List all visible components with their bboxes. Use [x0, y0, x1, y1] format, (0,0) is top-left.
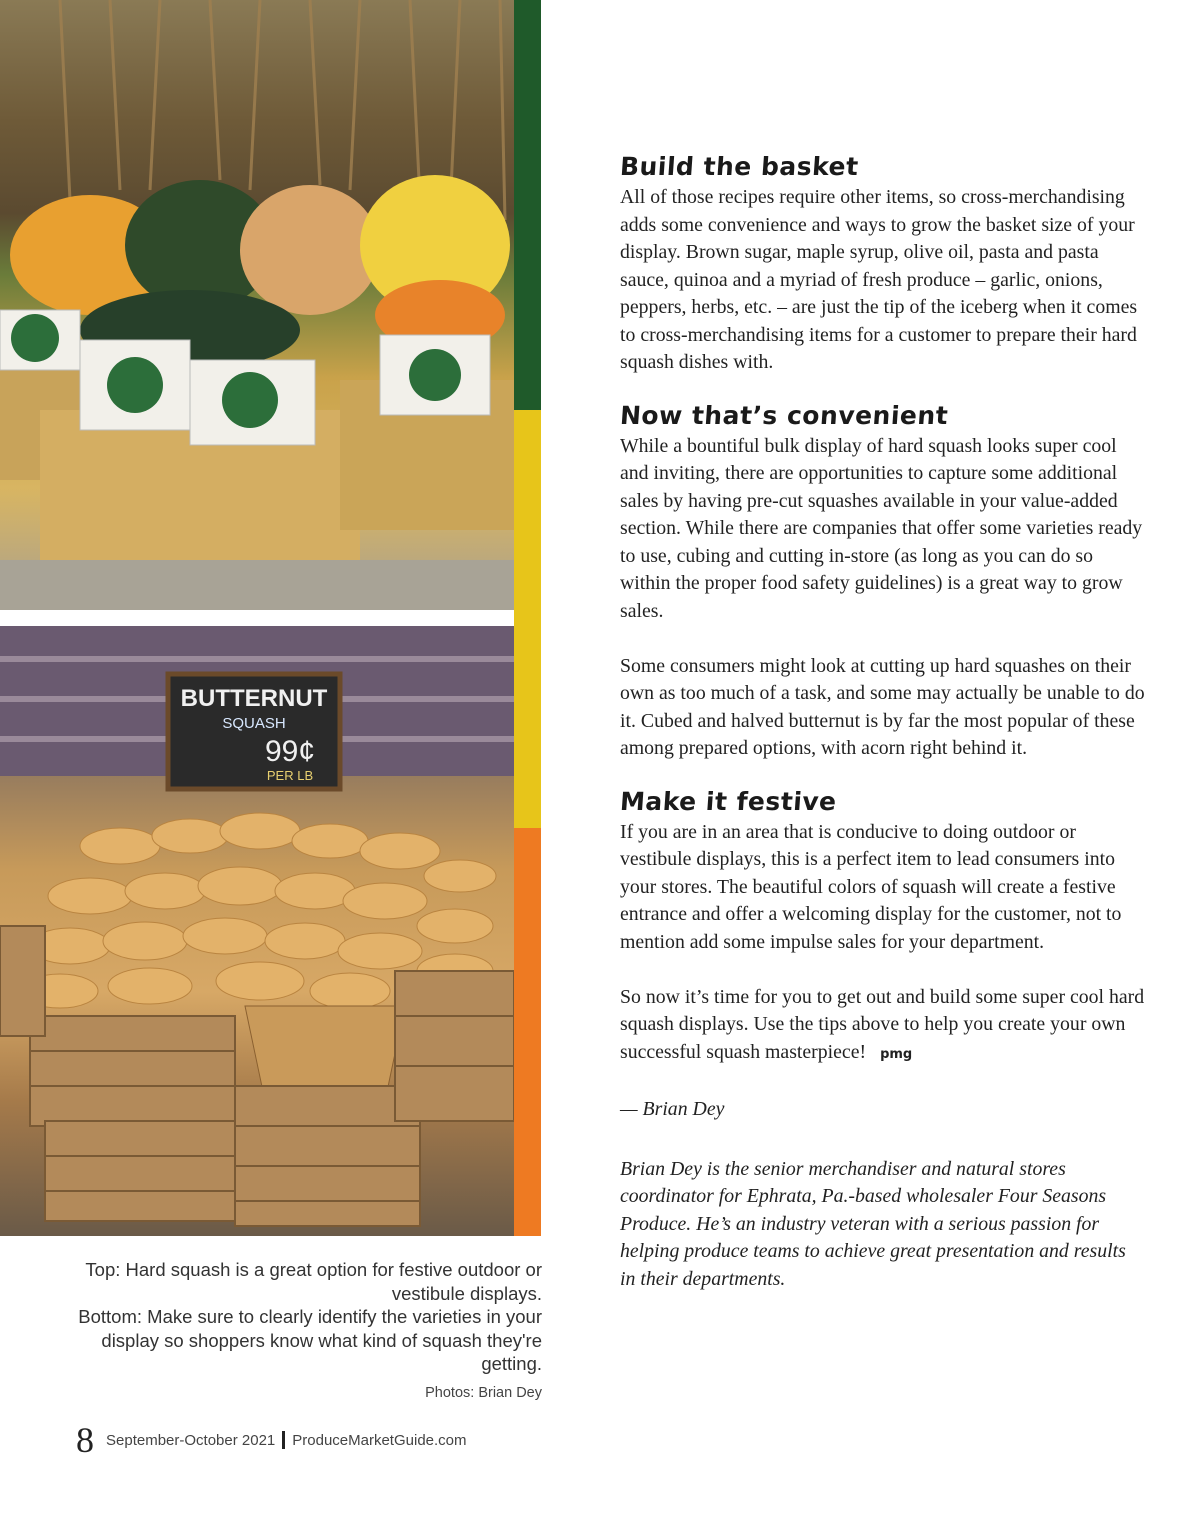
photo-squash-hay-display	[0, 0, 514, 610]
publication-site: ProduceMarketGuide.com	[292, 1431, 467, 1449]
closing-text: So now it’s time for you to get out and build some super cool hard squash displays. Use the tips above to help you create your own successful squash masterpiece!	[620, 985, 1145, 1063]
page-footer	[76, 1420, 467, 1460]
photo-caption	[60, 1258, 542, 1376]
sign-title: BUTTERNUT	[180, 685, 328, 712]
photo-squash-hay-illustration	[0, 0, 514, 610]
section-paragraph: Some consumers might look at cutting up hard squashes on their own as too much of a task, and some may actually be unable to do it. Cubed and halved butternut is by far the most popular of these among prepared options, with acorn right behind it.	[620, 654, 1145, 759]
signoff-mark: pmg	[880, 1046, 913, 1062]
accent-bar-yellow	[514, 410, 541, 828]
sign-unit: PER LB	[266, 768, 314, 783]
photo-butternut-illustration	[0, 626, 514, 1236]
section-paragraph: If you are in an area that is conducive to doing outdoor or vestibule displays, this is a perfect item to lead consumers into your stores. The beautiful colors of squash will create a festive entrance and offer a welcoming display for the customer, not to mention add some impulse sales for your department.	[620, 820, 1122, 953]
section-paragraph: All of those recipes require other items, so cross-merchandising adds some convenience and ways to grow the basket size of your display. Brown sugar, maple syrup, olive oil, pasta and pasta sauce, quinoa and a myriad of fresh produce – garlic, onions, peppers, herbs, etc. – are just the tip of the iceberg when it comes to cross-merchandising items for a customer to prepare their hard squash dishes with.	[620, 186, 1138, 373]
accent-bar-orange	[514, 828, 541, 1236]
photo-butternut-display	[0, 626, 514, 1236]
page-number: 8	[76, 1420, 94, 1460]
section-paragraph-closing	[620, 984, 1145, 1069]
issue-date: September-October 2021	[106, 1431, 276, 1449]
section-heading-build-basket: Build the basket	[619, 152, 860, 181]
author-byline: — Brian Dey	[620, 1097, 725, 1120]
section-paragraph: While a bountiful bulk display of hard squash looks super cool and inviting, there are opportunities to capture some additional sales by having pre-cut squashes available in your value-added section. While there are companies that offer some varieties ready to use, cubing and cutting in-store (as long as you can do so within the proper food safety guidelines) is a great way to grow sales.	[620, 434, 1143, 622]
accent-bar-green	[514, 0, 541, 410]
caption-bottom: Bottom: Make sure to clearly identify the varieties in your display so shoppers know what kind of squash they're getting.	[78, 1306, 542, 1374]
author-bio: Brian Dey is the senior merchandiser and natural stores coordinator for Ephrata, Pa.-based wholesaler Four Seasons Produce. He’s an industry veteran with a serious passion for helping produce teams to achieve great presentation and results in their departments.	[620, 1157, 1126, 1290]
section-heading-convenient: Now that’s convenient	[619, 400, 950, 430]
section-heading-festive: Make it festive	[619, 786, 838, 816]
caption-top: Top: Hard squash is a great option for festive outdoor or vestibule displays.	[85, 1259, 542, 1304]
footer-divider	[282, 1431, 285, 1449]
photo-credit: Photos: Brian Dey	[425, 1385, 542, 1401]
sign-price: 99¢	[264, 735, 316, 768]
article-body	[620, 150, 1145, 1293]
sign-subtitle: SQUASH	[222, 715, 286, 732]
